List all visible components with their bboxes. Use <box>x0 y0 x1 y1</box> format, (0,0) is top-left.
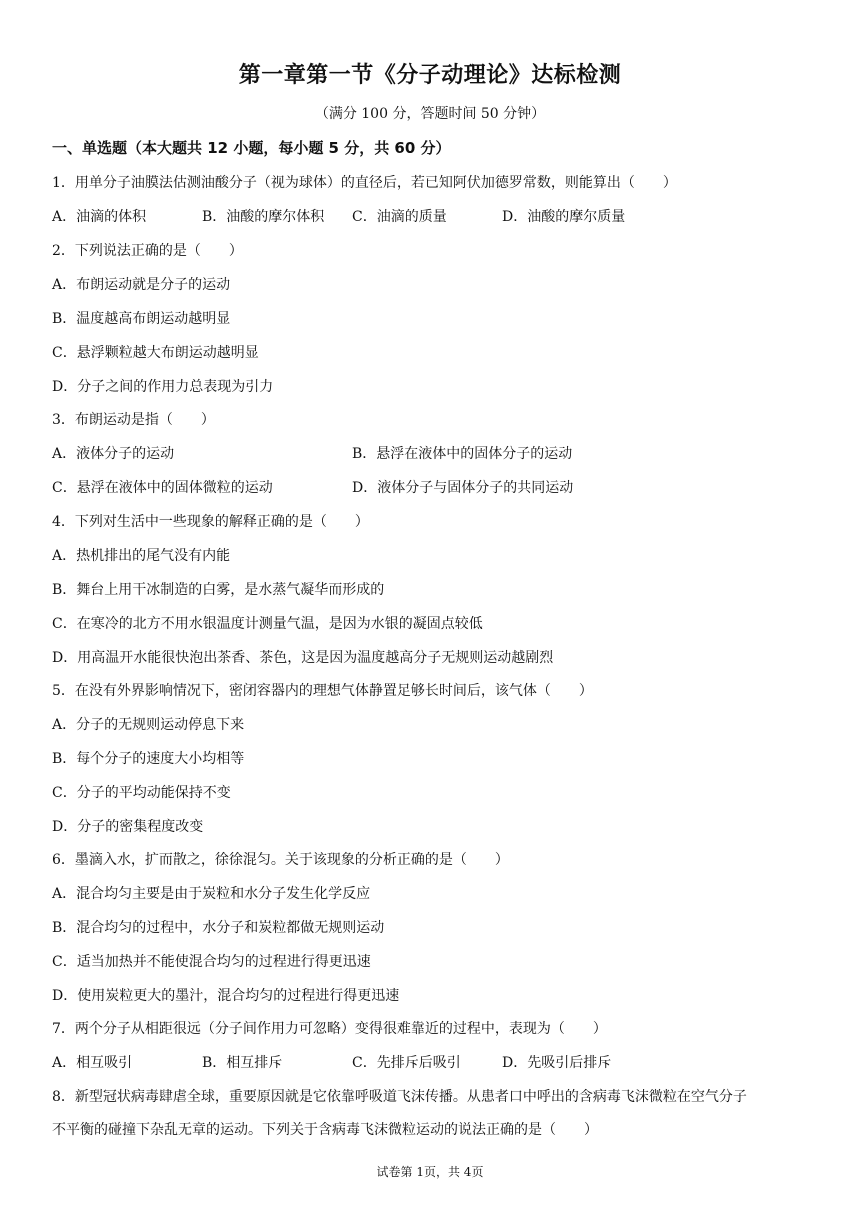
question-2-option-a: A．布朗运动就是分子的运动 <box>52 277 231 293</box>
question-4-option-d: D．用高温开水能很快泡出茶香、茶色，这是因为温度越高分子无规则运动越剧烈 <box>52 650 554 666</box>
question-3-option-d: D．液体分子与固体分子的共同运动 <box>352 480 574 496</box>
question-5-option-b: B．每个分子的速度大小均相等 <box>52 751 245 767</box>
exam-info: （满分 100 分，答题时间 50 分钟） <box>314 106 546 122</box>
question-1-option-d: D．油酸的摩尔质量 <box>502 209 626 225</box>
question-3-option-b: B．悬浮在液体中的固体分子的运动 <box>352 446 573 462</box>
question-5-option-d: D．分子的密集程度改变 <box>52 819 204 835</box>
question-8-stem-line-2: 不平衡的碰撞下杂乱无章的运动。下列关于含病毒飞沫微粒运动的说法正确的是（ ） <box>52 1122 598 1138</box>
question-4-option-b: B．舞台上用干冰制造的白雾，是水蒸气凝华而形成的 <box>52 582 385 598</box>
page-footer: 试卷第 1页，共 4页 <box>376 1165 484 1179</box>
question-6-option-a: A．混合均匀主要是由于炭粒和水分子发生化学反应 <box>52 886 371 902</box>
question-8-stem-line-1: 8．新型冠状病毒肆虐全球，重要原因就是它依靠呼吸道飞沫传播。从患者口中呼出的含病毒飞沫微粒在空气分子 <box>52 1089 747 1105</box>
question-7-option-d: D．先吸引后排斥 <box>502 1055 612 1071</box>
question-6-stem: 6．墨滴入水，扩而散之，徐徐混匀。关于该现象的分析正确的是（ ） <box>52 852 509 868</box>
question-7-option-b: B．相互排斥 <box>202 1055 283 1071</box>
question-6-option-d: D．使用炭粒更大的墨汁，混合均匀的过程进行得更迅速 <box>52 988 400 1004</box>
question-1-option-a: A．油滴的体积 <box>52 209 147 225</box>
question-7-option-a: A．相互吸引 <box>52 1055 133 1071</box>
question-5-option-c: C．分子的平均动能保持不变 <box>52 785 231 801</box>
question-2-option-c: C．悬浮颗粒越大布朗运动越明显 <box>52 345 259 361</box>
question-2-option-b: B．温度越高布朗运动越明显 <box>52 311 231 327</box>
question-4-option-c: C．在寒冷的北方不用水银温度计测量气温，是因为水银的凝固点较低 <box>52 616 483 632</box>
question-4-option-a: A．热机排出的尾气没有内能 <box>52 548 231 564</box>
question-1-option-b: B．油酸的摩尔体积 <box>202 209 325 225</box>
page-title: 第一章第一节《分子动理论》达标检测 <box>238 63 622 88</box>
question-1-option-c: C．油滴的质量 <box>352 209 447 225</box>
question-6-option-b: B．混合均匀的过程中，水分子和炭粒都做无规则运动 <box>52 920 385 936</box>
section-heading: 一、单选题（本大题共 12 小题，每小题 5 分，共 60 分） <box>52 139 451 157</box>
question-4-stem: 4．下列对生活中一些现象的解释正确的是（ ） <box>52 514 369 530</box>
question-3-option-a: A．液体分子的运动 <box>52 446 175 462</box>
question-3-option-c: C．悬浮在液体中的固体微粒的运动 <box>52 480 273 496</box>
question-2-stem: 2．下列说法正确的是（ ） <box>52 243 243 259</box>
question-5-stem: 5．在没有外界影响情况下，密闭容器内的理想气体静置足够长时间后，该气体（ ） <box>52 683 593 699</box>
question-6-option-c: C．适当加热并不能使混合均匀的过程进行得更迅速 <box>52 954 371 970</box>
question-5-option-a: A．分子的无规则运动停息下来 <box>52 717 245 733</box>
question-7-stem: 7．两个分子从相距很远（分子间作用力可忽略）变得很难靠近的过程中，表现为（ ） <box>52 1021 607 1037</box>
question-2-option-d: D．分子之间的作用力总表现为引力 <box>52 379 274 395</box>
question-1-stem: 1．用单分子油膜法估测油酸分子（视为球体）的直径后，若已知阿伏加德罗常数，则能算出（ ） <box>52 175 677 191</box>
question-7-option-c: C．先排斥后吸引 <box>352 1055 461 1071</box>
question-3-stem: 3．布朗运动是指（ ） <box>52 412 215 428</box>
